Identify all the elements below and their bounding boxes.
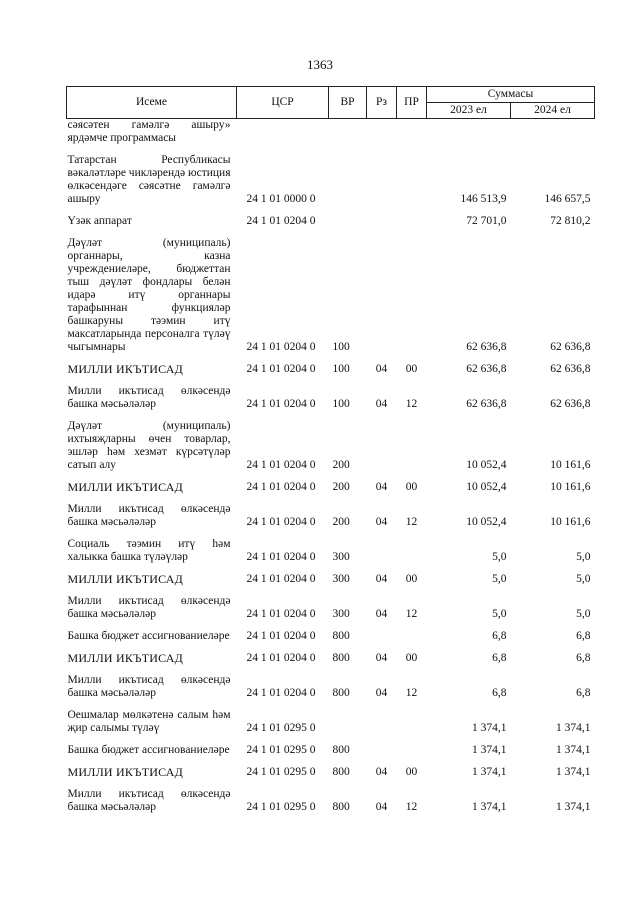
- table-row: [67, 147, 595, 208]
- row-csr: 24 1 01 0295 0: [246, 766, 316, 778]
- row-rz: 04: [375, 652, 388, 664]
- row-sum-2024: 1 374,1: [556, 766, 591, 778]
- row-csr: 24 1 01 0204 0: [246, 687, 316, 699]
- row-rz: [367, 531, 397, 566]
- row-sum-2024: 62 636,8: [550, 341, 591, 353]
- row-rz: [367, 623, 397, 645]
- row-pr: [397, 531, 427, 566]
- row-vr: [329, 208, 367, 230]
- row-pr: [397, 119, 427, 148]
- row-name: МИЛЛИ ИКЪТИСАД: [67, 651, 183, 665]
- row-vr: 300: [332, 573, 350, 585]
- row-pr: [397, 737, 427, 759]
- row-name: МИЛЛИ ИКЪТИСАД: [67, 572, 183, 586]
- row-vr: 200: [332, 459, 350, 471]
- row-csr: 24 1 01 0204 0: [246, 398, 316, 410]
- row-name: Башка бюджет ассигнованиеләре: [67, 630, 230, 642]
- header-year-2024: 2024 ел: [511, 103, 595, 119]
- row-csr: 24 1 01 0204 0: [246, 573, 316, 585]
- table-row: [67, 588, 595, 623]
- row-sum-2023: 6,8: [492, 652, 507, 664]
- row-sum-2023: 1 374,1: [472, 801, 507, 813]
- table-row: [67, 378, 595, 413]
- row-sum-2023: 10 052,4: [466, 516, 507, 528]
- row-vr: 800: [332, 744, 350, 756]
- row-vr: 800: [332, 766, 350, 778]
- row-rz: 04: [375, 608, 388, 620]
- row-vr: 100: [332, 363, 350, 375]
- row-rz: [367, 208, 397, 230]
- row-pr: 00: [405, 573, 418, 585]
- row-sum-2024: 1 374,1: [556, 801, 591, 813]
- row-pr: 12: [405, 801, 418, 813]
- row-sum-2023: 62 636,8: [466, 341, 507, 353]
- row-rz: 04: [375, 687, 388, 699]
- row-name: Милли икътисад өлкәсендә башка мәсьәләләр: [67, 595, 231, 620]
- table-row: [67, 781, 595, 816]
- row-sum-2023: 72 701,0: [466, 215, 507, 227]
- row-csr: 24 1 01 0204 0: [246, 459, 316, 471]
- row-vr: 800: [332, 801, 350, 813]
- row-sum-2023: 5,0: [492, 573, 507, 585]
- row-name: Дәүләт (муниципаль) ихтыяҗларны өчен товарлар, эшләр һәм хезмәт күрсәтүләр сатып алу: [67, 420, 231, 471]
- row-sum-2024: 5,0: [576, 551, 591, 563]
- row-rz: [367, 413, 397, 474]
- row-rz: [367, 119, 397, 148]
- row-sum-2023: 1 374,1: [472, 722, 507, 734]
- row-name: Үзәк аппарат: [67, 215, 132, 227]
- table-row: [67, 566, 595, 588]
- row-rz: 04: [375, 516, 388, 528]
- header-vr: ВР: [329, 87, 367, 119]
- header-csr: ЦСР: [237, 87, 329, 119]
- row-vr: 300: [332, 608, 350, 620]
- header-year-2023: 2023 ел: [427, 103, 511, 119]
- row-vr: 100: [332, 398, 350, 410]
- row-rz: [367, 702, 397, 737]
- row-sum-2023: 146 513,9: [460, 193, 507, 205]
- table-row: [67, 645, 595, 667]
- row-pr: 00: [405, 363, 418, 375]
- row-name: Милли икътисад өлкәсендә башка мәсьәләләр: [67, 385, 231, 410]
- row-csr: 24 1 01 0000 0: [246, 193, 316, 205]
- row-csr: 24 1 01 0204 0: [246, 652, 316, 664]
- row-sum-2024: 6,8: [576, 630, 591, 642]
- row-name: МИЛЛИ ИКЪТИСАД: [67, 362, 183, 376]
- table-row: [67, 208, 595, 230]
- row-vr: 800: [332, 630, 350, 642]
- row-sum-2024: 10 161,6: [550, 459, 591, 471]
- row-pr: 12: [405, 516, 418, 528]
- table-row: [67, 496, 595, 531]
- header-pr: ПР: [397, 87, 427, 119]
- row-csr: 24 1 01 0204 0: [246, 551, 316, 563]
- row-pr: [397, 623, 427, 645]
- row-sum-2024: 72 810,2: [550, 215, 591, 227]
- row-csr: 24 1 01 0295 0: [246, 722, 316, 734]
- row-csr: 24 1 01 0204 0: [246, 516, 316, 528]
- row-sum-2023: [427, 119, 511, 148]
- row-vr: [329, 702, 367, 737]
- header-rz: Рз: [367, 87, 397, 119]
- table-row: [67, 531, 595, 566]
- row-rz: [367, 737, 397, 759]
- row-rz: [367, 147, 397, 208]
- row-vr: 800: [332, 687, 350, 699]
- row-vr: 200: [332, 516, 350, 528]
- row-vr: [329, 119, 367, 148]
- row-rz: 04: [375, 801, 388, 813]
- row-vr: 800: [332, 652, 350, 664]
- row-sum-2023: 1 374,1: [472, 744, 507, 756]
- row-sum-2024: 62 636,8: [550, 363, 591, 375]
- row-pr: 00: [405, 766, 418, 778]
- row-sum-2023: 10 052,4: [466, 481, 507, 493]
- row-csr: 24 1 01 0204 0: [246, 608, 316, 620]
- row-sum-2024: 5,0: [576, 573, 591, 585]
- row-rz: 04: [375, 481, 388, 493]
- table-row: [67, 623, 595, 645]
- row-pr: [397, 208, 427, 230]
- row-name: Оешмалар мөлкәтенә салым һәм җир салымы түләү: [67, 709, 231, 734]
- header-name: Исеме: [67, 87, 237, 119]
- row-sum-2023: 6,8: [492, 687, 507, 699]
- table-header: [67, 87, 595, 119]
- row-csr: 24 1 01 0204 0: [246, 363, 316, 375]
- table-row: [67, 413, 595, 474]
- row-rz: 04: [375, 573, 388, 585]
- row-csr: 24 1 01 0204 0: [246, 341, 316, 353]
- row-pr: [397, 702, 427, 737]
- row-sum-2023: 5,0: [492, 608, 507, 620]
- row-name: Башка бюджет ассигнованиеләре: [67, 744, 230, 756]
- page-number: 1363: [307, 57, 333, 72]
- row-sum-2023: 6,8: [492, 630, 507, 642]
- row-sum-2024: 10 161,6: [550, 516, 591, 528]
- row-csr: 24 1 01 0204 0: [246, 481, 316, 493]
- row-vr: 100: [332, 341, 350, 353]
- row-name: Дәүләт (муниципаль) органнары, казна учреждениеләре, бюджеттан тыш дәүләт фондлары белән идарә итү органнары тарафыннан функцияләр башкаруны тәэмин итү максатларында персоналга түләү чыгымнары: [67, 237, 231, 353]
- row-rz: 04: [375, 398, 388, 410]
- table-row: [67, 356, 595, 378]
- row-rz: 04: [375, 363, 388, 375]
- table-row: [67, 667, 595, 702]
- row-name: сәясәтен гамәлгә ашыру» ярдәмче программасы: [67, 119, 231, 144]
- row-sum-2024: 1 374,1: [556, 722, 591, 734]
- row-sum-2024: 5,0: [576, 608, 591, 620]
- row-name: Милли икътисад өлкәсендә башка мәсьәләләр: [67, 788, 231, 813]
- row-sum-2024: 6,8: [576, 652, 591, 664]
- row-sum-2023: 10 052,4: [466, 459, 507, 471]
- row-sum-2024: [511, 119, 595, 148]
- table-row: [67, 230, 595, 356]
- row-csr: 24 1 01 0295 0: [246, 801, 316, 813]
- row-pr: [397, 147, 427, 208]
- row-pr: 12: [405, 608, 418, 620]
- row-name: Милли икътисад өлкәсендә башка мәсьәләләр: [67, 674, 231, 699]
- table-row: [67, 759, 595, 781]
- row-csr: [237, 119, 329, 148]
- row-vr: 300: [332, 551, 350, 563]
- row-sum-2024: 146 657,5: [544, 193, 591, 205]
- header-sums: Суммасы: [427, 87, 595, 103]
- row-vr: 200: [332, 481, 350, 493]
- row-sum-2024: 10 161,6: [550, 481, 591, 493]
- table-row: [67, 702, 595, 737]
- row-csr: 24 1 01 0204 0: [246, 630, 316, 642]
- row-rz: [367, 230, 397, 356]
- row-pr: 12: [405, 398, 418, 410]
- row-csr: 24 1 01 0204 0: [246, 215, 316, 227]
- row-csr: 24 1 01 0295 0: [246, 744, 316, 756]
- row-rz: 04: [375, 766, 388, 778]
- row-pr: 00: [405, 481, 418, 493]
- row-vr: [329, 147, 367, 208]
- row-pr: 12: [405, 687, 418, 699]
- table-body: [67, 119, 595, 817]
- row-name: Милли икътисад өлкәсендә башка мәсьәләләр: [67, 503, 231, 528]
- row-sum-2024: 62 636,8: [550, 398, 591, 410]
- row-sum-2023: 62 636,8: [466, 398, 507, 410]
- row-name: МИЛЛИ ИКЪТИСАД: [67, 765, 183, 779]
- row-name: МИЛЛИ ИКЪТИСАД: [67, 480, 183, 494]
- table-row: [67, 474, 595, 496]
- row-pr: [397, 230, 427, 356]
- row-sum-2023: 5,0: [492, 551, 507, 563]
- row-sum-2024: 1 374,1: [556, 744, 591, 756]
- row-name: Социаль тәэмин итү һәм халыкка башка түләүләр: [67, 538, 231, 563]
- row-sum-2024: 6,8: [576, 687, 591, 699]
- table-row: [67, 119, 595, 148]
- row-pr: 00: [405, 652, 418, 664]
- row-sum-2023: 1 374,1: [472, 766, 507, 778]
- row-sum-2023: 62 636,8: [466, 363, 507, 375]
- budget-table: [66, 86, 595, 816]
- table-row: [67, 737, 595, 759]
- row-pr: [397, 413, 427, 474]
- row-name: Татарстан Республикасы вәкаләтләре чикләрендә юстиция өлкәсендәге сәясәтне гамәлгә ашыру: [67, 154, 231, 205]
